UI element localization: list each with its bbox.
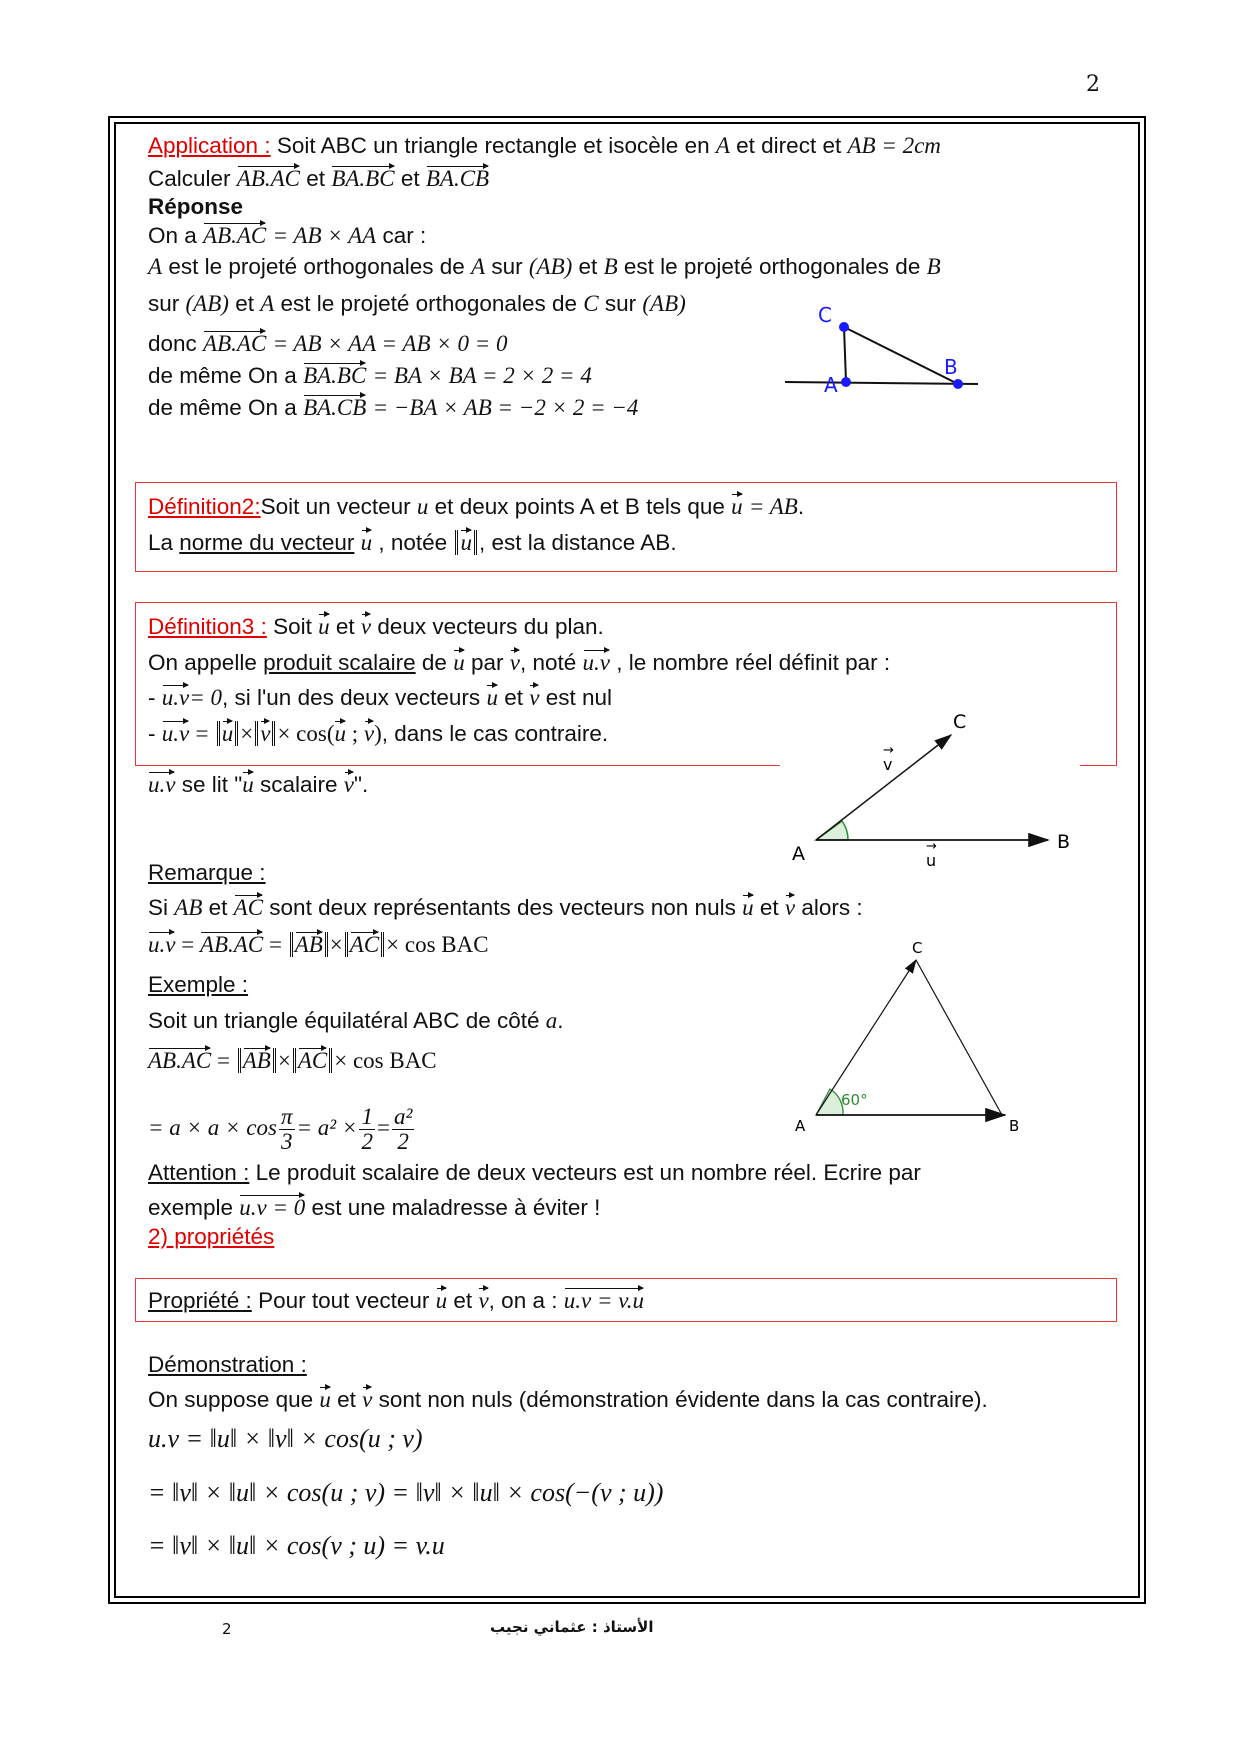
math-u: u: [436, 1286, 448, 1316]
math-v: v: [361, 612, 371, 642]
math-AB: AB: [174, 895, 203, 920]
frac-num: 1: [361, 1103, 373, 1129]
segment-CB: [844, 327, 958, 384]
remarque-line-1: [148, 893, 863, 923]
math-u: u: [318, 612, 330, 642]
math-uv: u.v: [162, 719, 189, 749]
reponse-line-2: [148, 252, 941, 282]
text: et: [447, 1288, 479, 1313]
text: .: [557, 1008, 564, 1033]
reponse-line-3: [148, 289, 686, 319]
math-u: u: [486, 683, 498, 713]
text: Soit: [266, 614, 319, 639]
text: Soit un vecteur: [260, 494, 417, 519]
text: , si l'un des deux vecteurs: [222, 685, 487, 710]
footer-page-number: 2: [222, 1620, 232, 1638]
angle-label: 60°: [841, 1091, 868, 1109]
definition2-line-2: [148, 528, 677, 558]
text: La: [148, 530, 180, 555]
norm-AB: AB: [295, 930, 323, 960]
text: , on a :: [488, 1288, 564, 1313]
label-B: B: [1057, 831, 1071, 853]
label-A: A: [795, 1117, 806, 1135]
norm-u: u: [460, 528, 472, 558]
text: alors :: [795, 895, 863, 920]
definition3-line-1: [148, 612, 604, 642]
expr: AB.AC: [203, 329, 266, 359]
demonstration-step-3: = ‖v‖ × ‖u‖ × cos(v ; u) = v.u: [148, 1531, 445, 1560]
frac-den: 3: [281, 1128, 293, 1154]
remarque-label: Remarque :: [148, 860, 266, 885]
expr: BA.BC: [303, 361, 366, 391]
frac-num: π: [280, 1103, 293, 1129]
math-line-AB: (AB): [528, 254, 573, 279]
math-a: a: [545, 1008, 558, 1033]
text: -: [148, 721, 162, 746]
math-v: v: [785, 893, 795, 923]
math-uv: u.v: [148, 930, 175, 960]
math-u: u: [453, 648, 465, 678]
expr: AB.AC: [203, 221, 266, 251]
text: de même On a: [148, 395, 304, 420]
figure-equilateral-triangle: [790, 935, 1030, 1135]
text: sur: [485, 254, 529, 279]
expr: = 0: [189, 685, 222, 710]
math-u: u: [742, 893, 754, 923]
label-C: C: [818, 303, 832, 327]
text: sont deux représentants des vecteurs non nuls: [263, 895, 743, 920]
text: donc: [148, 331, 204, 356]
math-u-vec: u: [361, 528, 373, 558]
demonstration-label: Démonstration :: [148, 1352, 307, 1377]
text: car :: [376, 223, 427, 248]
label-C: C: [953, 711, 967, 733]
text: est le projeté orthogonales de: [162, 254, 472, 279]
text: Pour tout vecteur: [251, 1288, 436, 1313]
label-C: C: [912, 939, 923, 957]
segment-CB: [916, 960, 1002, 1115]
math-uv: u.v: [148, 770, 175, 800]
text: par: [464, 650, 510, 675]
demonstration-step-2: = ‖v‖ × ‖u‖ × cos(u ; v) = ‖v‖ × ‖u‖ × cos(−(v ; u)): [148, 1478, 664, 1507]
et: et: [300, 166, 332, 191]
expr: × cos BAC: [334, 1048, 437, 1073]
math-u: u: [242, 770, 254, 800]
exemple-formula-2: = a × a × cos $\frac{\pi}{3}$ = a² × $\frac{1}{2}$ = $\frac{\text{a²}}{2}$: [148, 1103, 413, 1154]
text: exemple: [148, 1195, 240, 1220]
exemple-line-1: [148, 1006, 564, 1036]
line-AB: [785, 382, 978, 384]
label-A: A: [792, 843, 805, 865]
text: se lit ": [175, 772, 243, 797]
reads-as-line: [148, 770, 368, 800]
text: -: [148, 685, 162, 710]
text: , notée: [372, 530, 454, 555]
definition2-line-1: [148, 492, 804, 522]
produit-scalaire-term: produit scalaire: [263, 650, 416, 675]
frac-den: 2: [361, 1128, 373, 1154]
point-A: [841, 377, 851, 387]
math-B: B: [603, 254, 618, 279]
application-line: [148, 131, 941, 161]
math-uv-zero: u.v = 0: [239, 1193, 305, 1223]
propriete-label: Propriété :: [148, 1288, 252, 1313]
calculer-label: Calculer: [148, 166, 237, 191]
math-A: A: [260, 291, 275, 316]
label-A: A: [824, 373, 838, 397]
attention-line-1: [148, 1158, 921, 1188]
math-AB-AC: AB.AC: [200, 930, 263, 960]
exemple-label: Exemple :: [148, 972, 249, 997]
text: On appelle: [148, 650, 264, 675]
text: sont non nuls (démonstration évidente dans la cas contraire).: [372, 1387, 988, 1412]
text: sur: [598, 291, 643, 316]
math-A: A: [148, 254, 163, 279]
page-number-top: 2: [1086, 72, 1100, 97]
product-2: BA.BC: [331, 164, 394, 194]
figure-right-triangle: [780, 300, 1000, 430]
calculer-line: [148, 164, 489, 194]
text: et: [329, 614, 361, 639]
text: sur: [148, 291, 186, 316]
text: est une maladresse à éviter !: [305, 1195, 601, 1220]
text: et: [202, 895, 234, 920]
math-AC: AC: [234, 893, 263, 923]
application-text-2: et direct et: [729, 133, 848, 158]
arrow-v-icon: →: [883, 743, 894, 758]
figure-vectors-angle: [780, 690, 1090, 870]
label-v: v: [883, 755, 893, 774]
math-A: A: [471, 254, 486, 279]
application-label: Application :: [148, 133, 271, 158]
meme-line-1: [148, 361, 592, 391]
math-B: B: [926, 254, 941, 279]
text: , le nombre réel définit par :: [609, 650, 891, 675]
text: On suppose que: [148, 1387, 320, 1412]
section-2-title: 2) propriétés: [148, 1224, 275, 1249]
math-u: u: [319, 1385, 331, 1415]
norm-u: u: [222, 719, 234, 749]
text: On a: [148, 223, 204, 248]
point-B: [953, 379, 963, 389]
text: ".: [354, 772, 369, 797]
math-A: A: [715, 133, 730, 158]
text: et deux points A et B tels que: [428, 494, 732, 519]
donc-line: [148, 329, 508, 359]
text: .: [797, 494, 805, 519]
arrow-u-icon: →: [926, 839, 937, 854]
attention-label: Attention :: [148, 1160, 250, 1185]
definition3-bullet-2: - u.v = u × v × cos(u ; v), dans le cas contraire.: [148, 719, 608, 749]
text: et: [228, 291, 261, 316]
norme-term: norme du vecteur: [179, 530, 355, 555]
text: deux vecteurs du plan.: [371, 614, 604, 639]
norm-AC: AC: [350, 930, 379, 960]
expr: BA.CB: [303, 393, 366, 423]
norm-AC: AC: [298, 1046, 327, 1076]
math-u: u: [416, 494, 429, 519]
text: est le projeté orthogonales de: [617, 254, 927, 279]
expr: = −BA × AB = −2 × 2 = −4: [372, 395, 639, 420]
text: et: [572, 254, 604, 279]
text: et: [330, 1387, 363, 1412]
frac-num: a²: [393, 1103, 413, 1129]
math-v: v: [478, 1286, 488, 1316]
demonstration-step-1: u.v = ‖u‖ × ‖v‖ × cos(u ; v): [148, 1424, 423, 1453]
text: est le projeté orthogonales de: [274, 291, 584, 316]
expr: = AB × AA: [272, 223, 377, 248]
point-C: [839, 322, 849, 332]
demonstration-line-1: [148, 1385, 988, 1415]
expr: × cos BAC: [386, 932, 489, 957]
propriete-line: [148, 1286, 644, 1316]
math-v: v: [362, 1385, 372, 1415]
text: Soit un triangle équilatéral ABC de côté: [148, 1008, 546, 1033]
expr: = AB: [748, 494, 798, 519]
text: et: [753, 895, 785, 920]
expr: = a × a × cos: [148, 1115, 277, 1140]
definition3-bullet-1: [148, 683, 612, 713]
norm-v: v: [260, 719, 270, 749]
text: , noté: [519, 650, 583, 675]
label-B: B: [1009, 1117, 1020, 1135]
math-uv: u.v: [583, 648, 610, 678]
math-v: v: [344, 770, 354, 800]
et: et: [394, 166, 426, 191]
segment-AC: [844, 327, 846, 382]
product-3: BA.CB: [426, 164, 489, 194]
frac-den: 2: [397, 1128, 409, 1154]
definition3-label: Définition3 :: [148, 614, 267, 639]
math-commutativity: u.v = v.u: [564, 1286, 644, 1316]
math-u-vec: u: [731, 492, 743, 522]
text: de: [415, 650, 454, 675]
definition3-line-2: [148, 648, 890, 678]
length-expr: AB = 2cm: [847, 133, 941, 158]
exemple-formula-1: AB.AC = AB × AC × cos BAC: [148, 1046, 437, 1076]
text: est nul: [539, 685, 612, 710]
math-line-AB: (AB): [185, 291, 229, 316]
text: Le produit scalaire de deux vecteurs est un nombre réel. Ecrire par: [249, 1160, 921, 1185]
expr: = AB × AA = AB × 0 = 0: [272, 331, 508, 356]
application-text: Soit ABC un triangle rectangle et isocèle en: [270, 133, 716, 158]
reponse-title: Réponse: [148, 194, 244, 219]
expr: = BA × BA = 2 × 2 = 4: [372, 363, 592, 388]
definition2-label: Définition2:: [148, 494, 261, 519]
math-v: v: [510, 648, 520, 678]
text: de même On a: [148, 363, 304, 388]
math-u: u: [334, 719, 346, 749]
product-1: AB.AC: [237, 164, 300, 194]
math-uv: u.v: [162, 683, 189, 713]
footer-author: الأستاذ : عثماني نجيب: [490, 1618, 654, 1636]
text: Si: [148, 895, 175, 920]
label-B: B: [944, 355, 958, 379]
text: scalaire: [253, 772, 344, 797]
reponse-line-1: [148, 221, 426, 251]
remarque-formula: u.v = AB.AC = AB × AC × cos BAC: [148, 930, 489, 960]
meme-line-2: [148, 393, 638, 423]
expr: = a² ×: [296, 1115, 358, 1140]
attention-line-2: [148, 1193, 600, 1223]
norm-AB: AB: [243, 1046, 271, 1076]
math-line-AB: (AB): [642, 291, 686, 316]
math-v: v: [529, 683, 539, 713]
label-u: u: [926, 851, 937, 870]
text: , dans le cas contraire.: [381, 721, 609, 746]
text: et: [497, 685, 530, 710]
math-AB-AC: AB.AC: [148, 1046, 211, 1076]
text: , est la distance AB.: [478, 530, 677, 555]
math-v: v: [364, 719, 374, 749]
math-C: C: [583, 291, 599, 316]
